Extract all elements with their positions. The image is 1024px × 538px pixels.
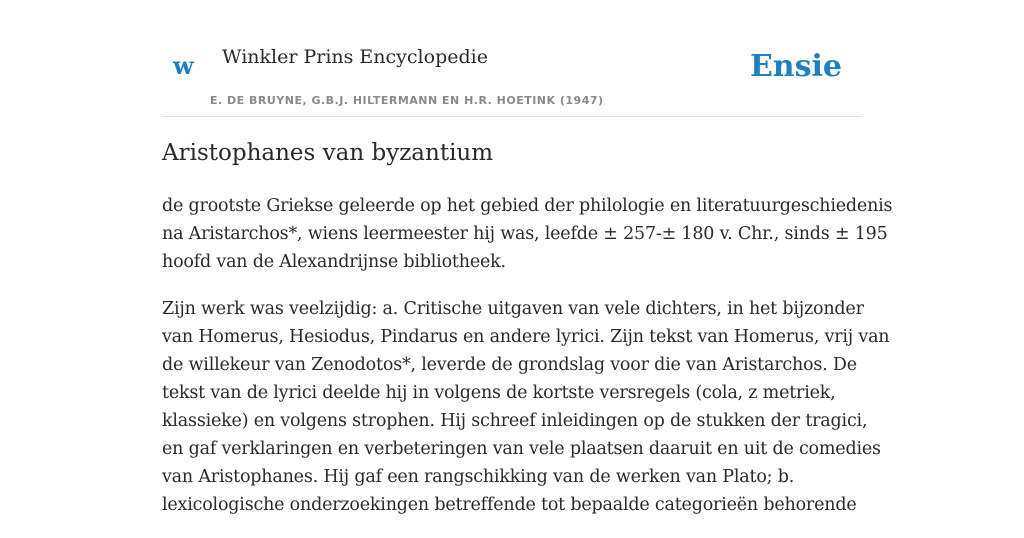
text-line: klassieke) en volgens strophen. Hij schreef inleidingen op de stukken der tragici, bbox=[162, 411, 868, 431]
text-line: na Aristarchos*, wiens leermeester hij was, leefde ± 257-± 180 v. Chr., sinds ± 195 bbox=[162, 224, 888, 244]
text-line: hoofd van de Alexandrijnse bibliotheek. bbox=[162, 252, 506, 272]
text-line: van Homerus, Hesiodus, Pindarus en andere lyrici. Zijn tekst van Homerus, vrij van bbox=[162, 327, 890, 347]
text-line: de willekeur van Zenodotos*, leverde de grondslag voor die van Aristarchos. De bbox=[162, 355, 857, 375]
paragraph bbox=[162, 295, 890, 519]
text-line: van Aristophanes. Hij gaf een rangschikking van de werken van Plato; b. bbox=[162, 467, 795, 487]
source-authors: E. DE BRUYNE, G.B.J. HILTERMANN EN H.R. HOETINK (1947) bbox=[210, 94, 604, 107]
entry-body bbox=[162, 192, 893, 538]
source-logo[interactable]: w bbox=[173, 51, 194, 80]
text-line: de grootste Griekse geleerde op het gebied der philologie en literatuurgeschiedenis bbox=[162, 196, 893, 216]
article-page bbox=[162, 0, 893, 515]
text-line: en gaf verklaringen en verbeteringen van vele plaatsen daaruit en uit de comedies bbox=[162, 439, 881, 459]
text-line: Zijn werk was veelzijdig: a. Critische uitgaven van vele dichters, in het bijzonder bbox=[162, 299, 864, 319]
text-line: lexicologische onderzoekingen betreffende tot bepaalde categorieën behorende bbox=[162, 495, 857, 515]
brand-logo[interactable]: Ensie bbox=[749, 49, 842, 84]
source-title[interactable]: Winkler Prins Encyclopedie bbox=[222, 46, 488, 68]
text-line: tekst van de lyrici deelde hij in volgens de kortste versregels (cola, z metriek, bbox=[162, 383, 836, 403]
source-header bbox=[162, 0, 862, 117]
paragraph bbox=[162, 192, 893, 276]
page-title: Aristophanes van byzantium bbox=[162, 140, 494, 166]
